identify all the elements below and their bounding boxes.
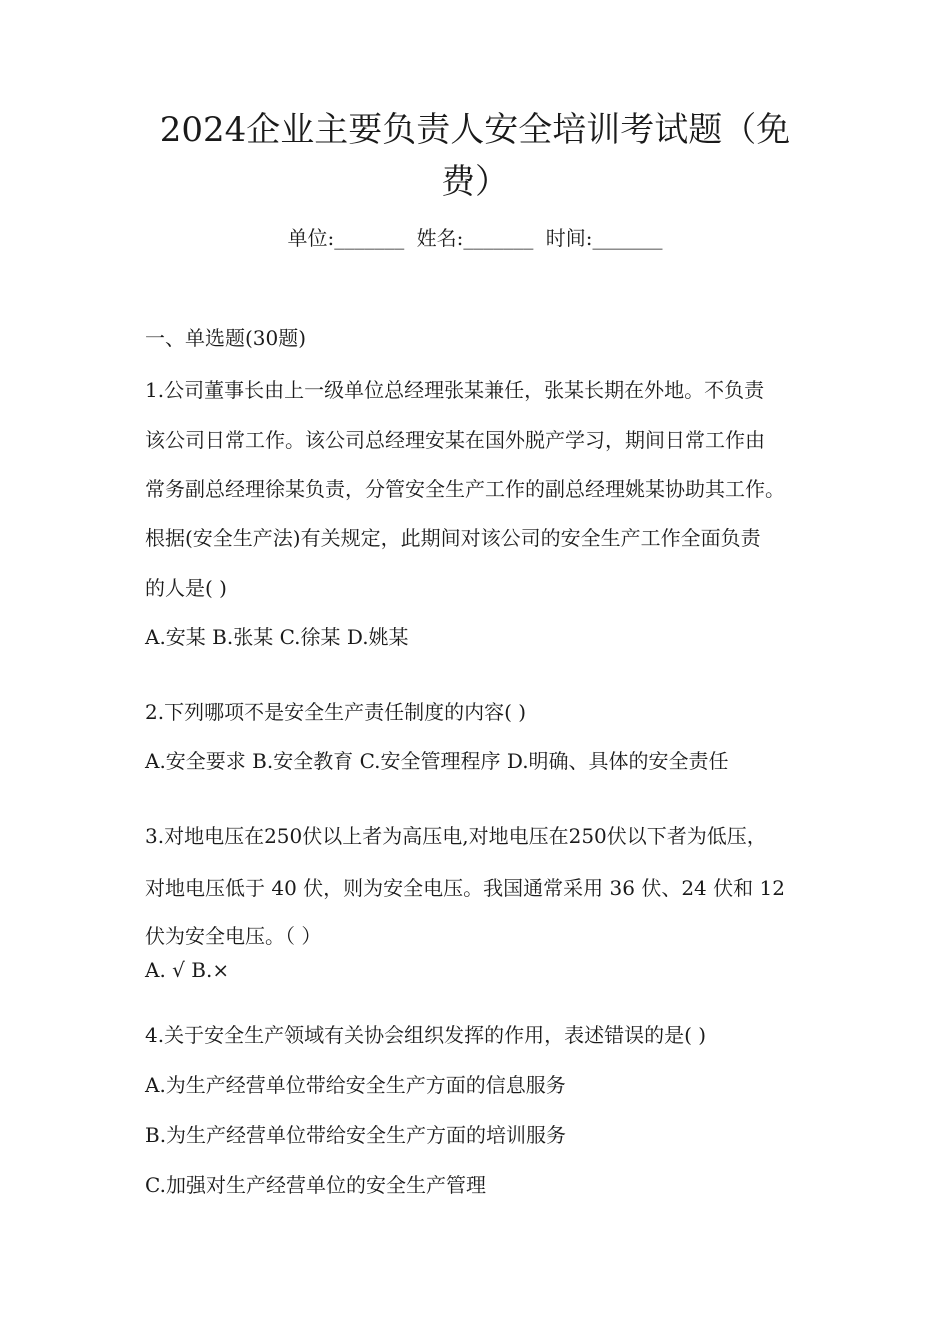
section-heading: 一、单选题(30题) (145, 326, 307, 350)
q2-options: A.安全要求 B.安全教育 C.安全管理程序 D.明确、具体的安全责任 (145, 749, 729, 773)
unit-field: 单位:_______ (287, 226, 405, 250)
q4-option-b: B.为生产经营单位带给安全生产方面的培训服务 (145, 1123, 567, 1147)
q3-line-3: 伏为安全电压。（ ） (145, 924, 322, 948)
q1-line-2: 该公司日常工作。该公司总经理安某在国外脱产学习，期间日常工作由 (145, 428, 765, 452)
q1-options: A.安某 B.张某 C.徐某 D.姚某 (145, 625, 409, 649)
q4-option-c: C.加强对生产经营单位的安全生产管理 (145, 1173, 486, 1197)
q3-line-1: 3.对地电压在250伏以上者为高压电,对地电压在250伏以下者为低压， (145, 824, 767, 848)
q2-line-1: 2.下列哪项不是安全生产责任制度的内容( ) (145, 700, 527, 724)
q3-options: A. √ B.× (145, 958, 230, 982)
q1-line-4: 根据(安全生产法)有关规定，此期间对该公司的安全生产工作全面负责 (145, 526, 761, 550)
title-line-2: 费） (441, 162, 509, 202)
exam-info-line (0, 222, 950, 251)
q3-line-2: 对地电压低于 40 伏，则为安全电压。我国通常采用 36 伏、24 伏和 12 (145, 876, 785, 900)
q4-line-1: 4.关于安全生产领域有关协会组织发挥的作用，表述错误的是( ) (145, 1023, 707, 1047)
q1-line-5: 的人是( ) (145, 576, 227, 600)
q1-line-3: 常务副总经理徐某负责，分管安全生产工作的副总经理姚某协助其工作。 (145, 477, 785, 501)
q1-line-1: 1.公司董事长由上一级单位总经理张某兼任，张某长期在外地。不负责 (145, 378, 765, 402)
time-field: 时间:_______ (545, 226, 663, 250)
title-line-1: 2024企业主要负责人安全培训考试题（免 (159, 110, 791, 150)
name-field: 姓名:_______ (416, 226, 534, 250)
q4-option-a: A.为生产经营单位带给安全生产方面的信息服务 (145, 1073, 566, 1097)
page-title (140, 104, 810, 208)
